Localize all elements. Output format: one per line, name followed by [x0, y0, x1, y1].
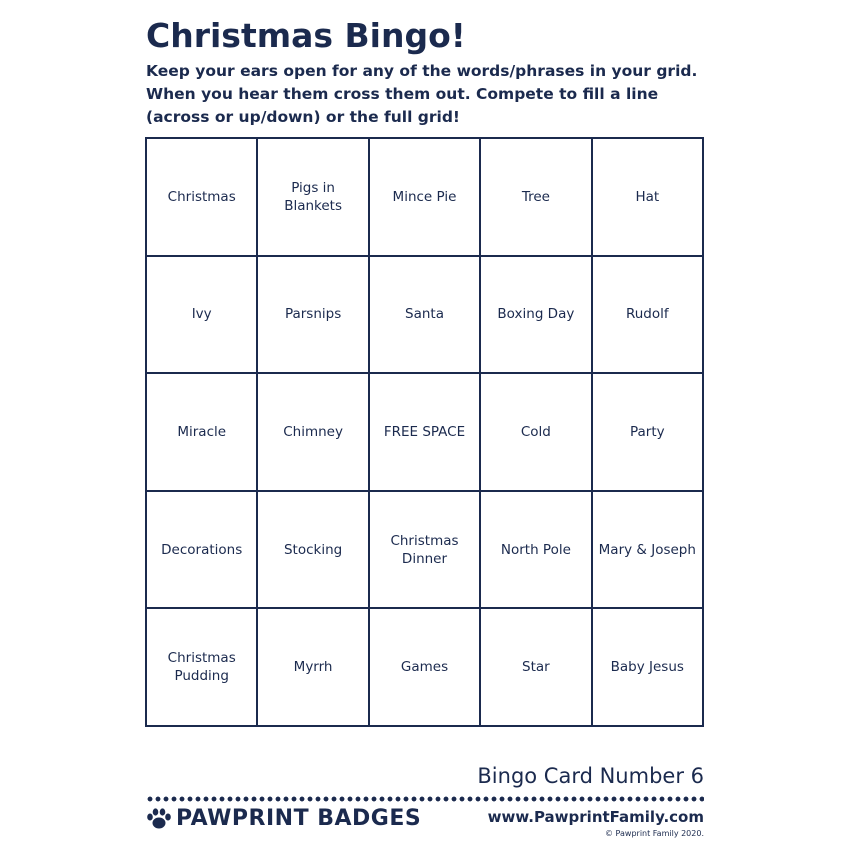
- copyright-text: © Pawprint Family 2020.: [605, 829, 704, 838]
- bingo-cell[interactable]: Christmas: [147, 139, 258, 257]
- bingo-cell[interactable]: Stocking: [258, 492, 369, 610]
- bingo-cell[interactable]: Rudolf: [593, 257, 704, 375]
- bingo-cell[interactable]: Parsnips: [258, 257, 369, 375]
- bingo-cell[interactable]: Myrrh: [258, 609, 369, 727]
- bingo-cell[interactable]: Ivy: [147, 257, 258, 375]
- bingo-cell[interactable]: Games: [370, 609, 481, 727]
- bingo-grid: [145, 137, 704, 727]
- bingo-cell[interactable]: Decorations: [147, 492, 258, 610]
- bingo-cell[interactable]: Mince Pie: [370, 139, 481, 257]
- website-link[interactable]: www.PawprintFamily.com: [487, 808, 704, 826]
- bingo-cell[interactable]: Star: [481, 609, 592, 727]
- page-title: Christmas Bingo!: [146, 16, 466, 55]
- bingo-cell[interactable]: Cold: [481, 374, 592, 492]
- bingo-cell[interactable]: Pigs in Blankets: [258, 139, 369, 257]
- bingo-cell[interactable]: Boxing Day: [481, 257, 592, 375]
- card-number: Bingo Card Number 6: [477, 764, 704, 788]
- bingo-cell[interactable]: Tree: [481, 139, 592, 257]
- bingo-cell[interactable]: Chimney: [258, 374, 369, 492]
- bingo-cell[interactable]: Christmas Dinner: [370, 492, 481, 610]
- bingo-cell[interactable]: Hat: [593, 139, 704, 257]
- bingo-cell[interactable]: Baby Jesus: [593, 609, 704, 727]
- dotted-divider: [146, 796, 704, 802]
- bingo-cell[interactable]: Party: [593, 374, 704, 492]
- bingo-cell-free-space[interactable]: FREE SPACE: [370, 374, 481, 492]
- bingo-cell[interactable]: Santa: [370, 257, 481, 375]
- bingo-cell[interactable]: Christmas Pudding: [147, 609, 258, 727]
- bingo-cell[interactable]: Miracle: [147, 374, 258, 492]
- brand-logo: [146, 806, 421, 831]
- paw-icon: [146, 807, 172, 831]
- bingo-cell[interactable]: Mary & Joseph: [593, 492, 704, 610]
- brand-name: PAWPRINT BADGES: [176, 806, 422, 831]
- instructions-text: Keep your ears open for any of the words/phrases in your grid. When you hear them cross them out. Compete to fill a line (across or up/down) or the full grid!: [146, 62, 698, 126]
- bingo-cell[interactable]: North Pole: [481, 492, 592, 610]
